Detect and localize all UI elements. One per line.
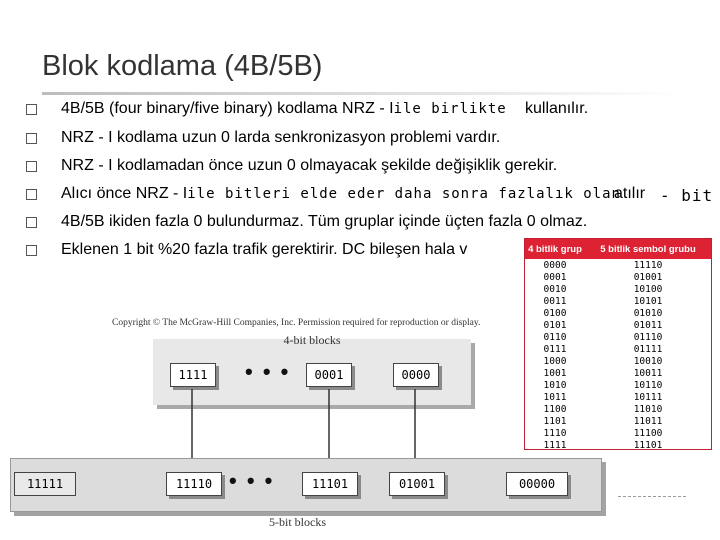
table-cell: 1100 bbox=[543, 403, 567, 415]
table-cell: 01111 bbox=[633, 343, 663, 355]
table-row bbox=[525, 415, 711, 427]
table-row bbox=[525, 367, 711, 379]
four-bit-blocks-label: 4-bit blocks bbox=[283, 333, 341, 347]
four-bit-block: 1111 bbox=[170, 363, 216, 387]
four-bit-block: 0000 bbox=[393, 363, 439, 387]
five-bit-block: 00000 bbox=[506, 472, 568, 496]
table-cell: 0111 bbox=[543, 343, 567, 355]
bullet-text: 4B/5B ikiden fazla 0 bulundurmaz. Tüm gruplar içinde üçten fazla 0 olmaz. bbox=[61, 213, 588, 230]
table-cell: 11010 bbox=[633, 403, 663, 415]
bullet-text: NRZ - I kodlama uzun 0 larda senkronizasyon problemi vardır. bbox=[61, 129, 501, 146]
table-header-cell: 5 bitlik sembol grubu bbox=[600, 243, 696, 255]
ellipsis-dots: • • • bbox=[245, 359, 291, 384]
table-cell: 10100 bbox=[633, 283, 663, 295]
five-bit-blocks-label: 5-bit blocks bbox=[269, 515, 326, 529]
table-cell: 01001 bbox=[633, 271, 663, 283]
table-cell: 1101 bbox=[543, 415, 567, 427]
table-row bbox=[525, 331, 711, 343]
table-row bbox=[525, 319, 711, 331]
table-cell: 11101 bbox=[633, 439, 663, 451]
table-body bbox=[525, 259, 711, 451]
table-row bbox=[525, 307, 711, 319]
table-cell: 0000 bbox=[543, 259, 567, 271]
table-row bbox=[525, 259, 711, 271]
bullet-mono-text: ile birlikte bbox=[393, 101, 507, 117]
decorative-dash-line bbox=[618, 496, 686, 497]
table-cell: 0110 bbox=[543, 331, 567, 343]
five-bit-block: 11111 bbox=[14, 472, 76, 496]
table-cell: 1000 bbox=[543, 355, 567, 367]
table-cell: 10010 bbox=[633, 355, 663, 367]
bullet-overlay-text: atılır bbox=[614, 185, 646, 202]
table-cell: 0010 bbox=[543, 283, 567, 295]
table-cell: 0101 bbox=[543, 319, 567, 331]
table-row bbox=[525, 427, 711, 439]
table-header-cell: 4 bitlik grup bbox=[528, 243, 582, 255]
table-cell: 01010 bbox=[633, 307, 663, 319]
table-cell: 11011 bbox=[633, 415, 663, 427]
table-cell: 1111 bbox=[543, 439, 567, 451]
table-cell: 01011 bbox=[633, 319, 663, 331]
table-row bbox=[525, 403, 711, 415]
four-bit-block: 0001 bbox=[306, 363, 352, 387]
table-row bbox=[525, 391, 711, 403]
table-row bbox=[525, 379, 711, 391]
ellipsis-dots: • • • bbox=[229, 468, 275, 493]
table-cell: 0001 bbox=[543, 271, 567, 283]
bullet-mono-tail: - bit bbox=[660, 186, 714, 205]
table-cell: 11100 bbox=[633, 427, 663, 439]
bullet-text: Alıcı önce NRZ - I bbox=[61, 185, 188, 202]
mapping-table bbox=[524, 238, 712, 450]
table-cell: 1110 bbox=[543, 427, 567, 439]
table-row bbox=[525, 355, 711, 367]
table-cell: 10101 bbox=[633, 295, 663, 307]
five-bit-block: 11101 bbox=[302, 472, 358, 496]
table-cell: 0011 bbox=[543, 295, 567, 307]
table-row bbox=[525, 271, 711, 283]
table-cell: 0100 bbox=[543, 307, 567, 319]
table-row bbox=[525, 439, 711, 451]
table-row bbox=[525, 295, 711, 307]
five-bit-block: 11110 bbox=[166, 472, 222, 496]
table-cell: 10110 bbox=[633, 379, 663, 391]
slide-title: Blok kodlama (4B/5B) bbox=[42, 50, 323, 82]
table-cell: 10011 bbox=[633, 367, 663, 379]
bullet-text: NRZ - I kodlamadan önce uzun 0 olmayacak şekilde değişiklik gerekir. bbox=[61, 157, 558, 174]
table-row bbox=[525, 343, 711, 355]
table-header bbox=[525, 239, 711, 259]
table-cell: 10111 bbox=[633, 391, 663, 403]
figure-copyright: Copyright © The McGraw-Hill Companies, Inc. Permission required for reproduction or display. bbox=[112, 318, 481, 328]
table-cell: 1001 bbox=[543, 367, 567, 379]
five-bit-block: 01001 bbox=[389, 472, 445, 496]
bullet-text: 4B/5B (four binary/five binary) kodlama NRZ - I bbox=[61, 100, 394, 117]
bullet-text: Eklenen 1 bit %20 fazla trafik gerektirir. DC bileşen hala v bbox=[61, 241, 468, 258]
table-row bbox=[525, 283, 711, 295]
table-cell: 11110 bbox=[633, 259, 663, 271]
bullet-overlay-text: kullanılır. bbox=[525, 100, 589, 117]
table-cell: 1011 bbox=[543, 391, 567, 403]
bullet-mono-text: ile bitleri elde eder daha sonra fazlalık olan bbox=[187, 186, 621, 202]
table-cell: 1010 bbox=[543, 379, 567, 391]
five-bit-blocks-panel bbox=[10, 458, 602, 512]
table-cell: 01110 bbox=[633, 331, 663, 343]
